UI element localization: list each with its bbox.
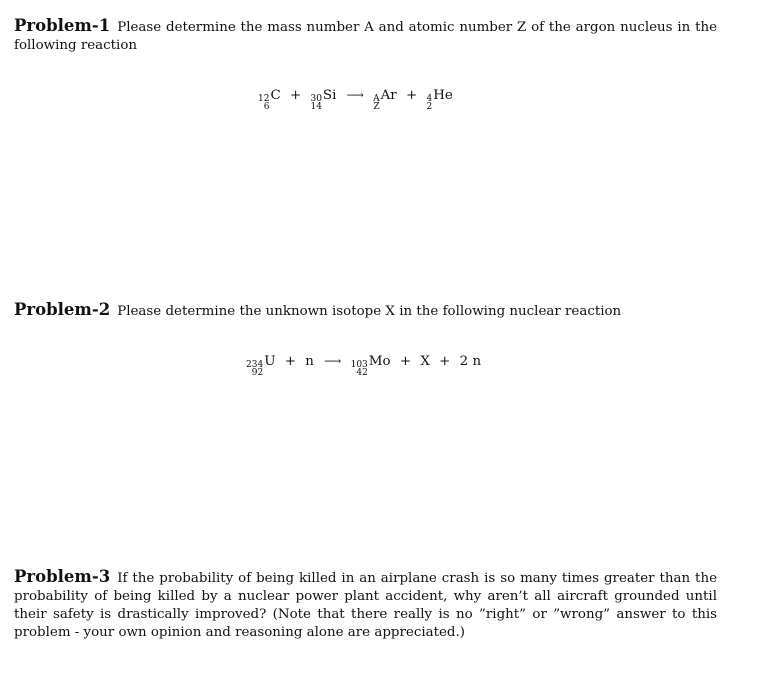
uranium-mass-number: 234 — [246, 360, 264, 370]
helium-nuclide — [426, 87, 453, 112]
problem-3 — [14, 568, 717, 642]
plus-sign: + — [405, 88, 418, 103]
argon-atomic-number: Z — [373, 102, 380, 112]
uranium-nuclide — [246, 353, 276, 378]
helium-mass-number: 4 — [426, 94, 433, 104]
equation-1 — [258, 86, 453, 112]
neutron-symbol: n — [472, 354, 482, 369]
silicon-atomic-number: 14 — [310, 102, 322, 112]
carbon-nuclide — [258, 87, 281, 112]
problem-1-text: Please determine the mass number A and atomic number Z of the argon nucleus in the following reaction — [14, 20, 717, 53]
silicon-nuclide — [310, 87, 337, 112]
neutron-symbol: n — [305, 354, 314, 369]
problem-1-title: Problem-1 — [14, 16, 111, 35]
argon-nuclide — [373, 87, 397, 112]
problem-1 — [14, 17, 717, 55]
carbon-symbol: C — [270, 88, 281, 103]
helium-symbol: He — [433, 88, 453, 103]
reaction-arrow: ⟶ — [324, 354, 342, 368]
uranium-symbol: U — [264, 354, 276, 369]
molybdenum-mass-number: 103 — [350, 360, 368, 370]
molybdenum-nuclide — [350, 353, 391, 378]
argon-symbol: Ar — [380, 88, 397, 103]
plus-sign: + — [284, 354, 296, 369]
uranium-atomic-number: 92 — [251, 368, 264, 378]
molybdenum-atomic-number: 42 — [356, 368, 368, 378]
problem-2-text: Please determine the unknown isotope X in the following nuclear reaction — [117, 304, 622, 319]
neutron-count: 2 — [459, 354, 469, 369]
helium-atomic-number: 2 — [426, 102, 433, 112]
carbon-atomic-number: 6 — [263, 102, 270, 112]
problem-2-title: Problem-2 — [14, 300, 111, 319]
molybdenum-symbol: Mo — [368, 354, 391, 369]
plus-sign: + — [439, 354, 451, 369]
plus-sign: + — [289, 88, 302, 103]
silicon-mass-number: 30 — [310, 94, 322, 104]
problem-3-title: Problem-3 — [14, 567, 111, 586]
problem-3-text: If the probability of being killed in an airplane crash is so many times greater than the probability of being killed by a nuclear power plant accident, why aren’t all aircraft grounded until their safety is drastically improved? (Note that there really is no ”right” or ”wrong” answer to this problem - your own opinion and reasoning alone are appreciated.) — [14, 571, 717, 640]
reaction-arrow: ⟶ — [346, 88, 364, 102]
plus-sign: + — [399, 354, 412, 369]
unknown-isotope-x: X — [420, 354, 430, 369]
carbon-mass-number: 12 — [258, 94, 270, 104]
equation-2 — [246, 352, 482, 378]
argon-mass-number: A — [373, 94, 380, 104]
problem-2 — [14, 301, 717, 321]
silicon-symbol: Si — [322, 88, 337, 103]
